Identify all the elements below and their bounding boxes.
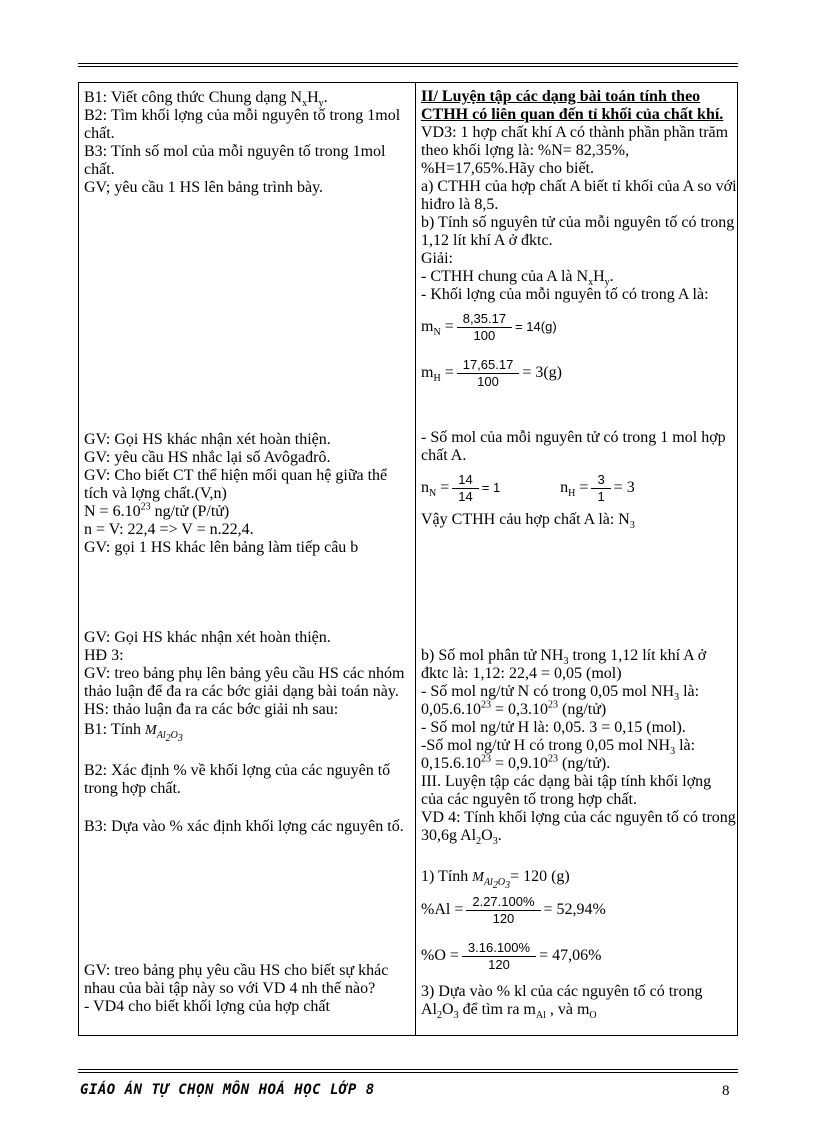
right-block-3: b) Số mol phân tử $NH_3$ trong 1,12 lít khí A ở đktc là: 1,12: 22,4 = 0,05 (mol) - Số mol ng/tử N có trong 0,05 mol $NH_3$ là: $0,05.6.10^{23} = 0,3.10^{23}$ (ng/tử) - Số mol ng/tử H là: 0,05. 3 = 0,15 (mol). -Số mol ng/tử H có trong 0,05 mol $NH_3$ là: $0,15.6.10^{23} = 0,9.10^{23}$ (ng/tử). III. Luyện tập các dạng bài tập tính khối lợng của các nguyên tố trong hợp chất. VD 4: Tính khối lợng của các nguyên tố có trong 30,6g $Al_2O_3$.: [421, 647, 736, 848]
section-heading: II/ Luyện tập các dạng bài toán tính theo CTHH có liên quan đến tỉ khối của chất khí.: [421, 88, 724, 123]
right-block-1: II/ Luyện tập các dạng bài toán tính theo CTHH có liên quan đến tỉ khối của chất khí. VD3: 1 hợp chất khí A có thành phần phần trăm theo khối lợng là: %N= 82,35%, %H=17,65%.Hãy cho biết. a) CTHH của hợp chất A biết tỉ khối của A so với hiđro là 8,5. b) Tính số nguyên tử của mỗi nguyên tố có trong 1,12 lít khí A ở đktc. Giải: - CTHH chung của A là $N_xH_y$. - Khối lợng của mỗi nguyên tố có trong A là: $m_N$ = $\frac{8,35.17}{100}$ = 14(g) $m_H$ = $\frac{17,65.17}{100}$ = 3(g): [421, 88, 737, 396]
header-rule: [78, 63, 738, 64]
footer-title: GIÁO ÁN TỰ CHỌN MÔN HOÁ HỌC LỚP 8: [80, 1082, 375, 1098]
left-block-1: B1: Viết công thức Chung dạng $N_xH_y$. B2: Tìm khối lợng của mỗi nguyên tố trong 1mol chất. B3: Tính số mol của mỗi nguyên tố trong 1mol chất. GV; yêu cầu 1 HS lên bảng trình bày.: [84, 89, 401, 196]
page-number: 8: [722, 1083, 730, 1099]
o-percent-equation: %O = $\frac{3.16.100\%}{120}$ = 47,06%: [421, 939, 602, 972]
n-equation: $n_N$ = $\frac{14}{14}$ = 1 $n_H$ = $\frac{3}{1}$ = 3: [421, 471, 635, 504]
right-block-4: 1) Tính $M_{Al_2O_3}= 120$ (g) %Al = $\frac{2.27.100\%}{120}$ = 52,94% %O = $\frac{3.16.100\%}{120}$ = 47,06% 3) Dựa vào % kl của các nguyên tố có trong $Al_2O_3$ để tìm ra $m_{Al}$ , và $m_O$: [421, 868, 737, 1019]
left-block-2: GV: Gọi HS khác nhận xét hoàn thiện. GV: yêu cầu HS nhắc lại số Avôgađrô. GV: Cho biết CT thể hiện mối quan hệ giữa thể tích và lợng chất.(V,n) $N = 6.10^{23}$ ng/tử (P/tử) n = V: 22,4 => V = n.22,4. GV: gọi 1 HS khác lên bảng làm tiếp câu b: [84, 431, 388, 556]
header-rule-inner: [78, 66, 738, 67]
right-block-2: - Số mol của mỗi nguyên tử có trong 1 mol hợp chất A. $n_N$ = $\frac{14}{14}$ = 1 $n_H$ = $\frac{3}{1}$ = 3 Vậy CTHH cảu hợp chất A là: $N_3$: [421, 429, 737, 529]
column-divider: [415, 82, 416, 1036]
footer-rule-inner: [78, 1072, 738, 1073]
left-block-4: GV: treo bảng phụ yêu cầu HS cho biết sự khác nhau của bài tập này so với VD 4 nh thế nào? - VD4 cho biết khối lợng của hợp chất: [84, 962, 389, 1015]
al-percent-equation: %Al = $\frac{2.27.100\%}{120}$ = 52,94%: [421, 893, 606, 926]
footer-rule: [78, 1069, 738, 1070]
left-block-3: GV: Gọi HS khác nhận xét hoàn thiện. HĐ 3: GV: treo bảng phụ lên bảng yêu cầu HS các nhóm thảo luận để đa ra các bớc giải dạng bài toán này. HS: thảo luận đa ra các bớc giải nh sau: B1: Tính $M_{Al_2O_3}$ B2: Xác định % về khối lợng của các nguyên tố trong hợp chất. B3: Dựa vào % xác định khối lợng các nguyên tố.: [84, 629, 405, 835]
mH-equation: $m_H$ = $\frac{17,65.17}{100}$ = 3(g): [421, 356, 563, 389]
mN-equation: $m_N$ = $\frac{8,35.17}{100}$ = 14(g): [421, 310, 557, 343]
